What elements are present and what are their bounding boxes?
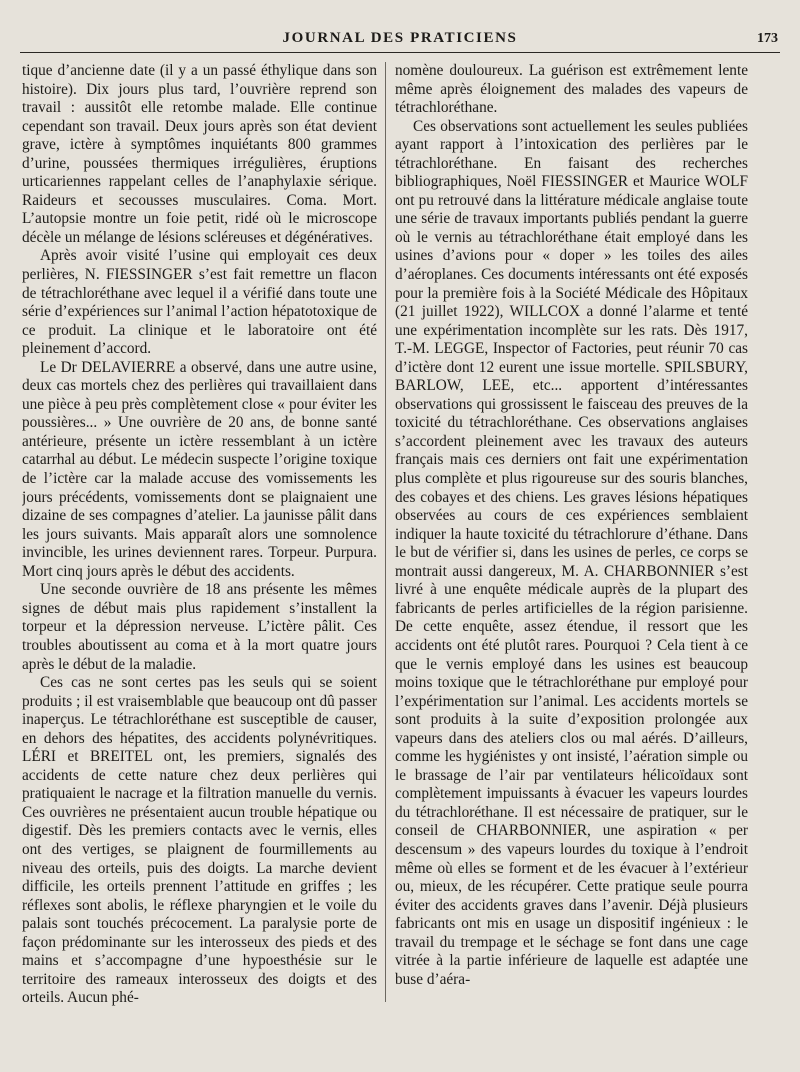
right-column xyxy=(395,62,748,1062)
page-number: 173 xyxy=(757,31,778,46)
paragraph: tique d’ancienne date (il y a un passé éthylique dans son histoire). Dix jours plus tard, l’ouvrière reprend son travail : aussitôt elle retombe malade. Elle continue cependant son travail. Deux jours après son état devient grave, ictère à symptômes inquiétants 800 grammes d’urine, poussées thermiques irrégulières, éruptions urticariennes rappelant celles de l’anaphylaxie sérique. Raideurs et secousses musculaires. Coma. Mort. L’autopsie montre un foie petit, ridé où le microscope décèle un mélange de lésions scléreuses et dégénératives. xyxy=(22,62,377,246)
journal-title: JOURNAL DES PRATICIENS xyxy=(282,30,518,46)
running-header xyxy=(20,28,780,53)
paragraph: Ces observations sont actuellement les seules publiées ayant rapport à l’intoxication des perlières par le tétrachloréthane. En faisant des recherches bibliographiques, Noël FIESSINGER et Maurice WOLF ont pu retrouvé dans la littérature médicale anglaise toute une série de travaux importants publiés pendant la guerre où le vernis au tétrachloréthane était employé dans les usines d’avions pour « doper » les toiles des ailes d’aéroplanes. Ces documents intéressants ont été exposés pour la première fois à la Société Médicale des Hôpitaux (21 juillet 1922), WILLCOX a donné l’alarme et tenté une expérimentation incomplète sur les rats. Dès 1917, T.-M. LEGGE, Inspector of Factories, peut réunir 70 cas d’ictère dont 12 eurent une issue mortelle. SPILSBURY, BARLOW, LEE, etc... apportent d’intéressantes observations qui grossissent le faisceau des preuves de la toxicité du tétrachloréthane. Ces observations anglaises s’accordent pleinement avec les travaux des auteurs français mais ces derniers ont fait une expérimentation plus complète et plus rigoureuse sur des souris blanches, des cobayes et des chiens. Les graves lésions hépatiques observées au cours de ces expériences semblaient indiquer la haute toxicité du tétrachlorure d’éthane. Dans le but de vérifier si, dans les usines de perles, ce corps se montrait aussi dangereux, M. A. CHARBONNIER s’est livré à une enquête médicale auprès de la plupart des fabricants de perles artificielles de la région parisienne. De cette enquête, assez étendue, il ressort que les accidents ont été plutôt rares. Pourquoi ? Cela tient à ce que le vernis employé dans les usines est beaucoup moins toxique que le tétrachloréthane pur employé pour l’expérimentation sur l’animal. Les accidents mortels se sont produits à la suite d’exposition prolongée aux vapeurs dans des ateliers clos ou mal aérés. D’ailleurs, comme les hygiénistes y ont insisté, l’aération simple ou le brassage de l’air par ventilateurs hélicoïdaux sont complètement impuissants à évacuer les vapeurs lourdes du tétrachloréthane. Il est nécessaire de pratiquer, sur le conseil de CHARBONNIER, une aspiration « per descensum » des vapeurs lourdes du toxique à l’endroit même où elles se forment et de les évacuer à l’extérieur ou, mieux, de les récupérer. Cette pratique seule pourra éviter des accidents graves dans l’avenir. Déjà plusieurs fabricants ont mis en usage un dispositif ingénieux : le travail du trempage et le séchage se font dans une cage vitrée à la partie inférieure de laquelle est adaptée une buse d’aéra- xyxy=(395,117,748,988)
left-column xyxy=(22,62,377,1062)
paragraph: Ces cas ne sont certes pas les seuls qui se soient produits ; il est vraisemblable que beaucoup ont dû passer inaperçus. Le tétrachloréthane est susceptible de causer, en dehors des hépatites, des accidents polynévritiques. LÉRI et BREITEL ont, les premiers, signalés des accidents de cette nature chez deux perlières qui pratiquaient le nacrage et la filtration manuelle du vernis. Ces ouvrières ne présentaient aucun trouble hépatique ou digestif. Dès les premiers contacts avec le vernis, elles ont des vertiges, se plaignent de fourmillements au niveau des orteils, puis des doigts. La marche devient difficile, les orteils prennent l’attitude en griffes ; les réflexes sont abolis, le réflexe pharyngien et le voile du palais sont touchés précocement. La paralysie porte de façon prédominante sur les interosseux des pieds et des mains et s’accompagne d’une hypoesthésie sur le territoire des rameaux interosseux des doigts et des orteils. Aucun phé- xyxy=(22,674,377,1007)
paragraph: Après avoir visité l’usine qui employait ces deux perlières, N. FIESSINGER s’est fait remettre un flacon de tétrachloréthane avec lequel il a vérifié dans toute une série d’expériences sur l’animal l’action hépatotoxique de ce produit. La clinique et le laboratoire ont été pleinement d’accord. xyxy=(22,247,377,358)
paragraph: nomène douloureux. La guérison est extrêmement lente même après éloignement des malades des vapeurs de tétrachloréthane. xyxy=(395,62,748,117)
paragraph: Le Dr DELAVIERRE a observé, dans une autre usine, deux cas mortels chez des perlières qui travaillaient dans une pièce à peu près complètement close « pour éviter les poussières... » Une ouvrière de 20 ans, de bonne santé antérieure, présente un ictère ressemblant à un ictère catarrhal au début. Le médecin suspecte l’origine toxique de l’ictère car la malade accuse des vomissements les jours précédents, vomissements dont se plaignaient une dizaine de ses compagnes d’atelier. La jaunisse pâlit dans les jours suivants. Mais apparaît alors une somnolence invincible, les urines deviennent rares. Torpeur. Purpura. Mort cinq jours après le début des accidents. xyxy=(22,358,377,580)
column-divider xyxy=(385,62,386,1002)
paragraph: Une seconde ouvrière de 18 ans présente les mêmes signes de début mais plus rapidement s’installent la torpeur et la dépression nerveuse. L’ictère pâlit. Ces troubles aboutissent au coma et à la mort quatre jours après le début de la maladie. xyxy=(22,581,377,673)
